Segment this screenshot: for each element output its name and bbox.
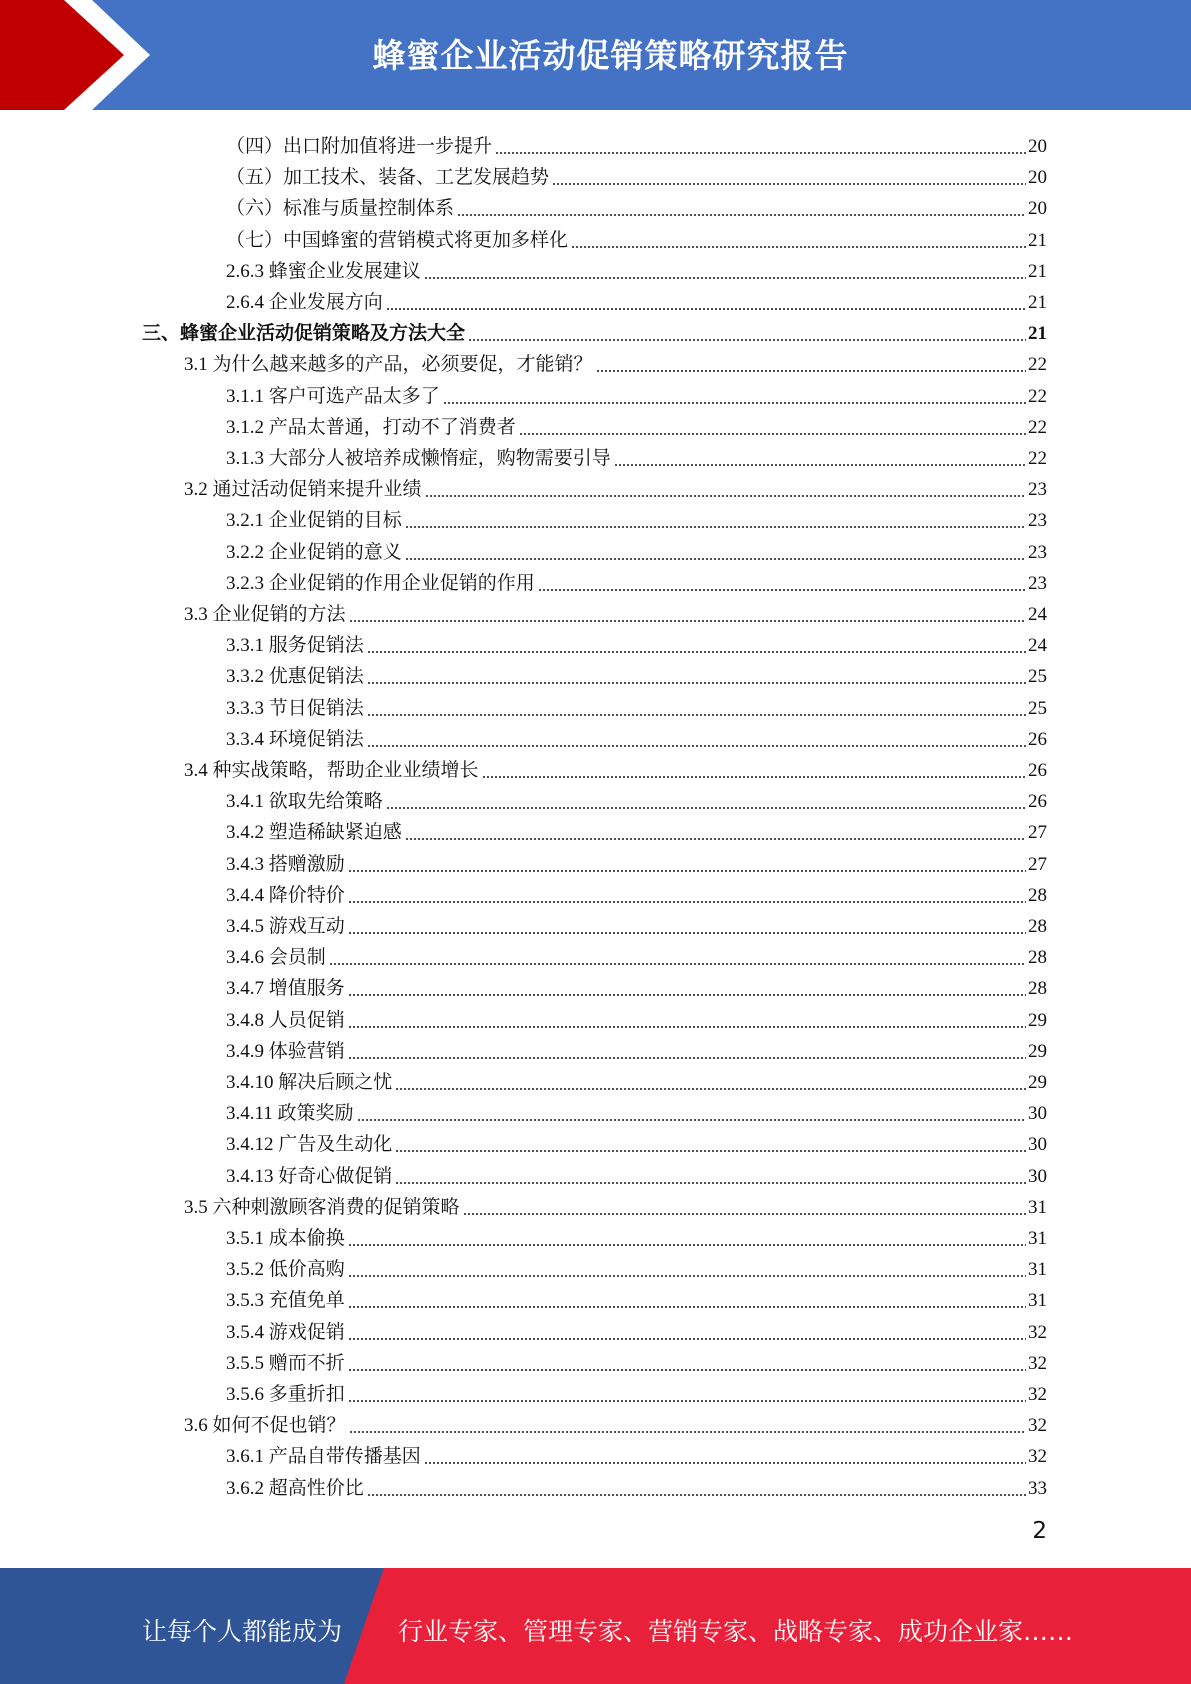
toc-entry[interactable]: [226, 565, 1047, 596]
toc-entry-label: 3.4.6 会员制: [226, 947, 326, 969]
toc-entry-page: 28: [1028, 947, 1047, 969]
toc-entry-label: 2.6.3 蜂蜜企业发展建议: [226, 260, 421, 282]
toc-entry-page: 21: [1028, 323, 1047, 345]
toc-entry-label: 3.4.10 解决后顾之忧: [226, 1072, 393, 1093]
toc-dot-leader: [395, 1150, 1026, 1152]
toc-entry-label: 3.4.11 政策奖励: [226, 1103, 354, 1125]
toc-entry-label: 3.2.2 企业促销的意义: [226, 541, 402, 563]
toc-dot-leader: [395, 1182, 1026, 1184]
toc-entry[interactable]: [226, 1251, 1047, 1282]
toc-entry-label: 3.5 六种刺激顾客消费的促销策略: [184, 1196, 460, 1218]
toc-entry-label: 3.5.2 低价高购: [226, 1259, 345, 1281]
toc-entry-page: 23: [1028, 479, 1047, 501]
toc-entry-label: （四）出口附加值将进一步提升: [226, 136, 493, 157]
toc-dot-leader: [443, 402, 1026, 404]
toc-dot-leader: [357, 1119, 1026, 1121]
toc-entry-page: 20: [1028, 136, 1047, 157]
toc-entry-page: 22: [1028, 448, 1047, 469]
toc-entry[interactable]: [226, 1033, 1047, 1064]
toc-entry-page: 22: [1028, 416, 1047, 438]
toc-dot-leader: [348, 932, 1026, 934]
toc-entry-page: 32: [1028, 1321, 1047, 1343]
toc-entry-label: 3.5.4 游戏促销: [226, 1321, 345, 1343]
toc-entry[interactable]: [226, 1314, 1047, 1345]
toc-entry-label: 3.4.9 体验营销: [226, 1040, 345, 1062]
toc-entry[interactable]: [226, 1220, 1047, 1251]
toc-entry-label: 3.5.5 赠而不折: [226, 1352, 345, 1374]
toc-dot-leader: [519, 433, 1026, 435]
toc-entry[interactable]: [226, 814, 1047, 845]
report-title: 蜂蜜企业活动促销策略研究报告: [372, 36, 849, 75]
toc-dot-leader: [552, 183, 1026, 185]
toc-entry-label: 3.2.1 企业促销的目标: [226, 510, 402, 532]
toc-entry[interactable]: [226, 1345, 1047, 1376]
toc-entry-label: 3.4.7 增值服务: [226, 978, 345, 1000]
toc-entry-label: 3.5.6 多重折扣: [226, 1384, 345, 1405]
toc-entry-label: （五）加工技术、装备、工艺发展趋势: [226, 167, 550, 189]
toc-entry-page: 27: [1028, 822, 1047, 844]
toc-entry[interactable]: [226, 159, 1047, 190]
toc-entry[interactable]: [184, 471, 1047, 502]
toc-entry-page: 21: [1028, 260, 1047, 282]
toc-entry[interactable]: [226, 1376, 1047, 1407]
toc-entry-label: 3.2 通过活动促销来提升业绩: [184, 479, 422, 501]
toc-entry-page: 31: [1028, 1290, 1047, 1312]
toc-entry[interactable]: [184, 752, 1047, 783]
toc-entry-page: 33: [1028, 1477, 1047, 1499]
header-banner: [0, 0, 1191, 110]
toc-dot-leader: [367, 745, 1026, 747]
toc-entry-label: 3.3.4 环境促销法: [226, 728, 364, 750]
toc-dot-leader: [348, 1275, 1026, 1277]
toc-dot-leader: [495, 152, 1026, 154]
toc-entry-page: 24: [1028, 604, 1047, 625]
toc-dot-leader: [348, 994, 1026, 996]
toc-entry[interactable]: [226, 409, 1047, 440]
toc-entry-label: 3.3.1 服务促销法: [226, 635, 364, 657]
toc-dot-leader: [571, 246, 1026, 248]
toc-entry[interactable]: [226, 440, 1047, 471]
toc-entry-page: 30: [1028, 1165, 1047, 1187]
toc-entry-label: 3.4.2 塑造稀缺紧迫感: [226, 822, 402, 844]
page-number: 2: [1032, 1518, 1047, 1544]
toc-dot-leader: [425, 495, 1026, 497]
slogan-left: 让每个人都能成为: [142, 1617, 343, 1646]
toc-entry[interactable]: [226, 378, 1047, 409]
toc-entry-label: 3.3 企业促销的方法: [184, 604, 346, 625]
toc-dot-leader: [348, 1026, 1026, 1028]
toc-entry-label: 3.6 如何不促也销？: [184, 1415, 346, 1437]
toc-entry-page: 25: [1028, 666, 1047, 688]
toc-entry[interactable]: [184, 1407, 1047, 1438]
toc-entry-page: 32: [1028, 1352, 1047, 1374]
toc-entry-page: 29: [1028, 1009, 1047, 1031]
toc-entry-page: 23: [1028, 510, 1047, 532]
toc-entry-page: 29: [1028, 1072, 1047, 1093]
toc-entry[interactable]: [226, 1002, 1047, 1033]
toc-entry[interactable]: [226, 627, 1047, 658]
toc-entry-label: 3.3.2 优惠促销法: [226, 666, 364, 688]
toc-entry-label: 3.4.13 好奇心做促销: [226, 1165, 393, 1187]
toc-dot-leader: [457, 214, 1026, 216]
toc-entry[interactable]: [226, 284, 1047, 315]
toc-entry[interactable]: [226, 1282, 1047, 1313]
toc-dot-leader: [367, 682, 1026, 684]
toc-dot-leader: [424, 277, 1026, 279]
toc-entry-page: 32: [1028, 1384, 1047, 1405]
toc-entry[interactable]: [226, 939, 1047, 970]
toc-entry[interactable]: [226, 908, 1047, 939]
toc-entry-label: 3.1 为什么越来越多的产品，必须要促，才能销？: [184, 354, 593, 376]
toc-entry[interactable]: [184, 346, 1047, 377]
toc-dot-leader: [367, 714, 1026, 716]
toc-entry[interactable]: [226, 783, 1047, 814]
slogan-right: 行业专家、管理专家、营销专家、战略专家、成功企业家……: [398, 1617, 1074, 1646]
toc-entry-label: 3.3.3 节日促销法: [226, 697, 364, 719]
toc-entry[interactable]: [226, 253, 1047, 284]
toc-entry[interactable]: [142, 315, 1047, 346]
toc-entry[interactable]: [226, 1470, 1047, 1501]
toc-entry-page: 26: [1028, 791, 1047, 813]
toc-entry-label: 3.1.3 大部分人被培养成懒惰症，购物需要引导: [226, 448, 611, 469]
toc-entry[interactable]: [226, 128, 1047, 159]
toc-entry-label: 3.4.8 人员促销: [226, 1009, 345, 1031]
toc-dot-leader: [348, 1057, 1026, 1059]
toc-entry-page: 26: [1028, 760, 1047, 781]
toc-dot-leader: [405, 558, 1026, 560]
toc-entry-page: 21: [1028, 229, 1047, 251]
toc-dot-leader: [538, 589, 1026, 591]
toc-dot-leader: [386, 308, 1026, 310]
toc-entry[interactable]: [184, 1189, 1047, 1220]
toc-dot-leader: [348, 1400, 1026, 1402]
toc-entry[interactable]: [226, 721, 1047, 752]
toc-entry-page: 30: [1028, 1134, 1047, 1156]
toc-entry-page: 32: [1028, 1415, 1047, 1437]
toc-entry-label: 三、蜂蜜企业活动促销策略及方法大全: [142, 323, 466, 345]
toc-entry-page: 29: [1028, 1040, 1047, 1062]
toc-entry[interactable]: [226, 1064, 1047, 1095]
toc-entry-page: 22: [1028, 385, 1047, 407]
toc-dot-leader: [348, 1338, 1026, 1340]
toc-entry-label: 3.2.3 企业促销的作用企业促销的作用: [226, 572, 535, 594]
toc-entry[interactable]: [226, 690, 1047, 721]
toc-entry-label: 3.1.2 产品太普通，打动不了消费者: [226, 416, 516, 438]
toc-entry-page: 23: [1028, 572, 1047, 594]
toc-entry-page: 24: [1028, 635, 1047, 657]
toc-entry-label: 3.4 种实战策略，帮助企业业绩增长: [184, 760, 479, 781]
footer-banner: [0, 1568, 1191, 1684]
toc-entry-page: 20: [1028, 167, 1047, 189]
toc-dot-leader: [349, 1431, 1026, 1433]
toc-entry-page: 31: [1028, 1196, 1047, 1218]
toc-dot-leader: [395, 1088, 1026, 1090]
toc-entry-page: 28: [1028, 884, 1047, 906]
toc-entry[interactable]: [226, 1126, 1047, 1157]
toc-dot-leader: [348, 1369, 1026, 1371]
toc-entry-page: 28: [1028, 978, 1047, 1000]
toc-entry-page: 31: [1028, 1228, 1047, 1249]
toc-entry[interactable]: [226, 502, 1047, 533]
toc-entry-page: 25: [1028, 697, 1047, 719]
toc-dot-leader: [348, 1244, 1026, 1246]
toc-dot-leader: [348, 1306, 1026, 1308]
toc-dot-leader: [348, 870, 1026, 872]
toc-entry-label: 3.5.3 充值免单: [226, 1290, 345, 1312]
toc-entry-page: 26: [1028, 728, 1047, 750]
toc-dot-leader: [329, 963, 1026, 965]
toc-entry[interactable]: [226, 1158, 1047, 1189]
toc-dot-leader: [349, 620, 1026, 622]
toc-entry-page: 28: [1028, 916, 1047, 937]
toc-dot-leader: [348, 901, 1026, 903]
toc-entry-page: 32: [1028, 1446, 1047, 1468]
toc-entry[interactable]: [226, 877, 1047, 908]
toc-entry-page: 21: [1028, 292, 1047, 313]
toc-dot-leader: [614, 464, 1026, 466]
toc-dot-leader: [424, 1462, 1026, 1464]
toc-entry[interactable]: [226, 1438, 1047, 1469]
toc-entry[interactable]: [184, 596, 1047, 627]
toc-entry-page: 27: [1028, 853, 1047, 875]
toc-entry-label: 3.6.1 产品自带传播基因: [226, 1446, 421, 1468]
toc-dot-leader: [468, 339, 1026, 341]
toc-dot-leader: [386, 807, 1026, 809]
toc-entry[interactable]: [226, 190, 1047, 221]
toc-entry-label: 3.4.5 游戏互动: [226, 916, 345, 937]
toc-entry[interactable]: [226, 846, 1047, 877]
toc-entry-label: 3.1.1 客户可选产品太多了: [226, 385, 440, 407]
toc-entry-label: 3.4.4 降价特价: [226, 884, 345, 906]
toc-entry-page: 20: [1028, 198, 1047, 220]
toc-entry[interactable]: [226, 222, 1047, 253]
toc-entry-label: 3.6.2 超高性价比: [226, 1477, 364, 1499]
toc-entry[interactable]: [226, 970, 1047, 1001]
toc-dot-leader: [482, 776, 1026, 778]
toc-entry-label: 3.4.12 广告及生动化: [226, 1134, 393, 1156]
toc-dot-leader: [405, 526, 1026, 528]
toc-entry-label: 3.5.1 成本偷换: [226, 1228, 345, 1249]
toc-dot-leader: [367, 651, 1026, 653]
toc-entry-page: 30: [1028, 1103, 1047, 1125]
toc-entry[interactable]: [226, 658, 1047, 689]
toc-entry[interactable]: [226, 534, 1047, 565]
toc-dot-leader: [405, 838, 1026, 840]
toc-entry-label: （六）标准与质量控制体系: [226, 198, 455, 220]
toc-entry-label: （七）中国蜂蜜的营销模式将更加多样化: [226, 229, 569, 251]
toc-entry-label: 3.4.3 搭赠激励: [226, 853, 345, 875]
toc-entry-page: 22: [1028, 354, 1047, 376]
toc-entry-page: 31: [1028, 1259, 1047, 1281]
toc-entry-label: 3.4.1 欲取先给策略: [226, 791, 383, 813]
toc-entry[interactable]: [226, 1095, 1047, 1126]
toc-entry-page: 23: [1028, 541, 1047, 563]
toc-entry-label: 2.6.4 企业发展方向: [226, 292, 383, 313]
toc-dot-leader: [367, 1494, 1026, 1496]
toc-dot-leader: [463, 1213, 1026, 1215]
toc-dot-leader: [596, 370, 1026, 372]
